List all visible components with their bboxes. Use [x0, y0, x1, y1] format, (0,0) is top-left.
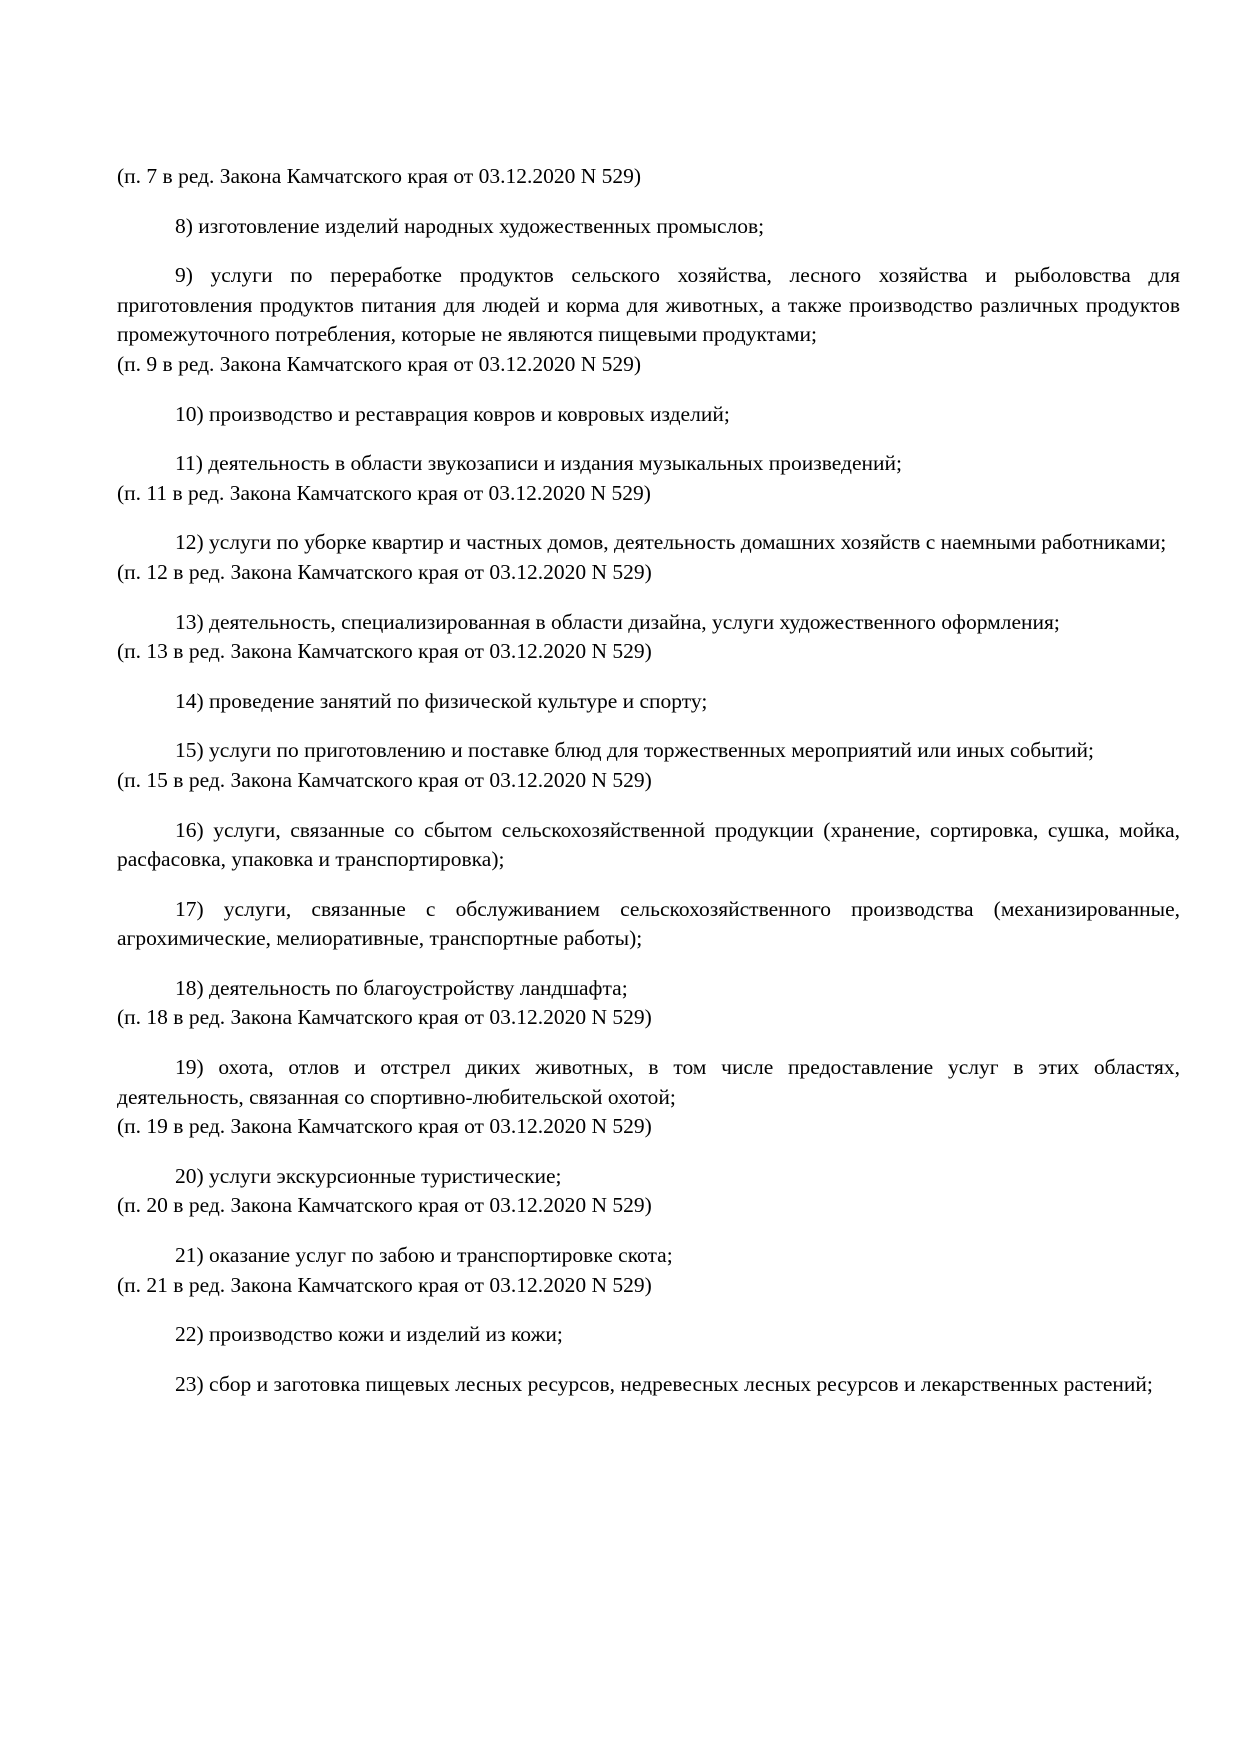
list-item-text: 22) производство кожи и изделий из кожи;	[175, 1322, 563, 1347]
list-item-text: 15) услуги по приготовлению и поставке блюд для торжественных мероприятий или иных событий;	[175, 738, 1095, 763]
document-page	[117, 162, 1180, 1419]
amendment-note: (п. 18 в ред. Закона Камчатского края от 03.12.2020 N 529)	[117, 1005, 652, 1030]
amendment-note: (п. 12 в ред. Закона Камчатского края от 03.12.2020 N 529)	[117, 559, 652, 584]
list-item-20	[117, 1162, 1180, 1221]
list-item-text: 8) изготовление изделий народных художественных промыслов;	[175, 213, 765, 238]
list-item-text: 9) услуги по переработке продуктов сельского хозяйства, лесного хозяйства и рыболовства для приготовления продуктов питания для людей и корма для животных, а также производство различных продуктов промежуточного потребления, которые не являются пищевыми продуктами;	[117, 263, 1180, 347]
amendment-note: (п. 20 в ред. Закона Камчатского края от 03.12.2020 N 529)	[117, 1193, 652, 1218]
list-item-12	[117, 528, 1180, 587]
list-item-text: 21) оказание услуг по забою и транспортировке скота;	[175, 1243, 673, 1268]
list-item-13	[117, 608, 1180, 667]
amendment-note: (п. 11 в ред. Закона Камчатского края от 03.12.2020 N 529)	[117, 480, 651, 505]
amendment-note-block	[117, 162, 1180, 192]
list-item-15	[117, 736, 1180, 795]
list-item-9	[117, 261, 1180, 379]
amendment-note: (п. 19 в ред. Закона Камчатского края от 03.12.2020 N 529)	[117, 1114, 652, 1139]
list-item-text: 12) услуги по уборке квартир и частных домов, деятельность домашних хозяйств с наемными работниками;	[175, 530, 1167, 555]
amendment-note: (п. 7 в ред. Закона Камчатского края от 03.12.2020 N 529)	[117, 164, 641, 188]
list-item-text: 18) деятельность по благоустройству ландшафта;	[175, 975, 628, 1000]
list-item-text: 10) производство и реставрация ковров и ковровых изделий;	[175, 401, 730, 426]
list-item-17	[117, 895, 1180, 954]
amendment-note: (п. 9 в ред. Закона Камчатского края от 03.12.2020 N 529)	[117, 351, 641, 376]
list-item-text: 11) деятельность в области звукозаписи и издания музыкальных произведений;	[175, 451, 902, 476]
amendment-note: (п. 21 в ред. Закона Камчатского края от 03.12.2020 N 529)	[117, 1272, 652, 1297]
list-item-text: 13) деятельность, специализированная в области дизайна, услуги художественного оформления;	[175, 609, 1060, 634]
list-item-18	[117, 974, 1180, 1033]
list-item-text: 19) охота, отлов и отстрел диких животных, в том числе предоставление услуг в этих областях, деятельность, связанная со спортивно-любительской охотой;	[117, 1055, 1180, 1109]
list-item-16	[117, 816, 1180, 875]
list-item-text: 14) проведение занятий по физической культуре и спорту;	[175, 688, 708, 713]
list-item-21	[117, 1241, 1180, 1300]
list-item-23	[117, 1370, 1180, 1400]
list-item-text: 17) услуги, связанные с обслуживанием сельскохозяйственного производства (механизированные, агрохимические, мелиоративные, транспортные работы);	[117, 896, 1180, 951]
list-item-19	[117, 1053, 1180, 1142]
list-item-22	[117, 1320, 1180, 1350]
list-item-text: 20) услуги экскурсионные туристические;	[175, 1163, 562, 1188]
amendment-note: (п. 13 в ред. Закона Камчатского края от 03.12.2020 N 529)	[117, 639, 652, 664]
list-item-10	[117, 400, 1180, 430]
list-item-8	[117, 212, 1180, 242]
amendment-note: (п. 15 в ред. Закона Камчатского края от 03.12.2020 N 529)	[117, 767, 652, 792]
list-item-text: 23) сбор и заготовка пищевых лесных ресурсов, недревесных лесных ресурсов и лекарственных растений;	[175, 1371, 1153, 1396]
list-item-text: 16) услуги, связанные со сбытом сельскохозяйственной продукции (хранение, сортировка, сушка, мойка, расфасовка, упаковка и транспортировка);	[117, 817, 1180, 872]
list-item-11	[117, 449, 1180, 508]
list-item-14	[117, 687, 1180, 717]
